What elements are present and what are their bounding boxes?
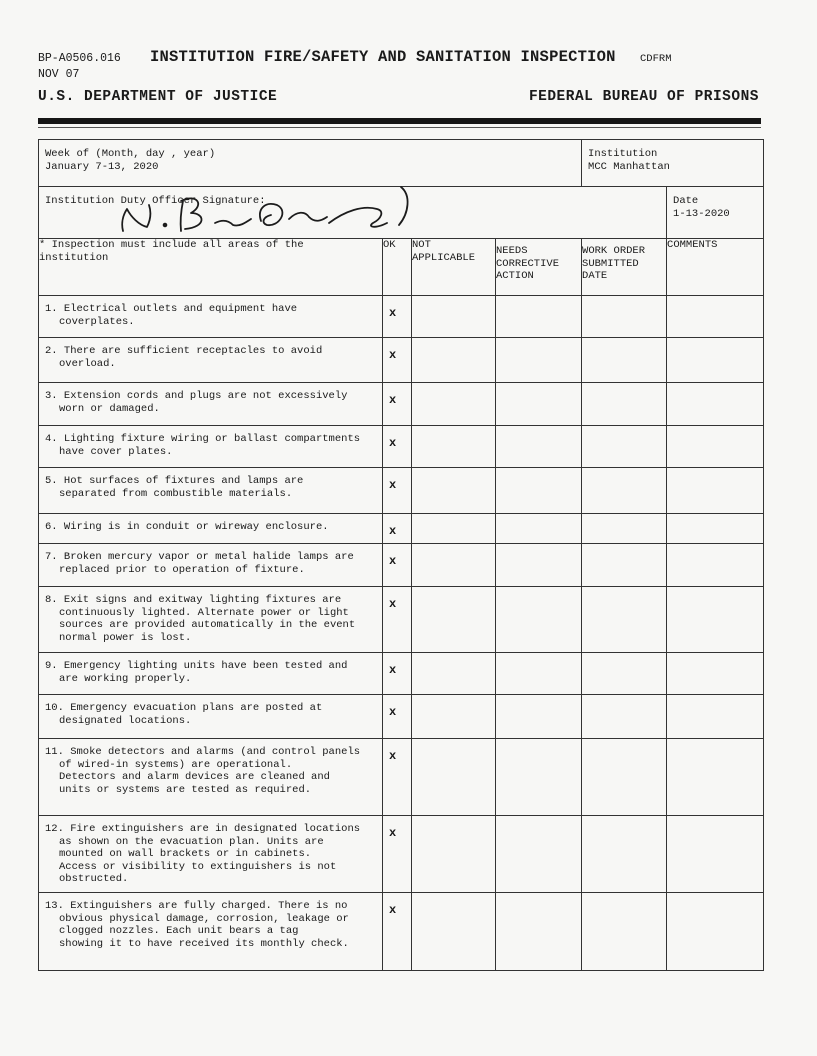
comments-cell: [667, 338, 764, 383]
work-order-date-cell: [582, 338, 667, 383]
item-text-line: obvious physical damage, corrosion, leakage or: [59, 912, 349, 925]
comments-cell: [667, 514, 764, 544]
week-cell: [39, 140, 582, 187]
signature-label: Institution Duty Officer Signature:: [45, 195, 266, 207]
needs-corrective-action-cell: [496, 296, 582, 338]
duty-officer-signature: [111, 181, 491, 237]
needs-corrective-action-cell: [496, 739, 582, 816]
header-heavy-rule: [38, 118, 761, 124]
not-applicable-cell: [412, 653, 496, 695]
inspection-item-text: [39, 695, 383, 739]
item-text-line: 6. Wiring is in conduit or wireway enclosure.: [45, 521, 329, 533]
inspection-item-row: [39, 296, 764, 338]
date-cell: [667, 187, 764, 239]
ok-checkmark: x: [383, 695, 412, 739]
item-text-line: showing it to have received its monthly check.: [59, 937, 349, 950]
work-order-date-cell: [582, 816, 667, 893]
inspection-item-row: [39, 426, 764, 468]
ok-checkmark: x: [383, 296, 412, 338]
form-date: NOV 07: [38, 68, 80, 81]
item-text-line: replaced prior to operation of fixture.: [59, 563, 305, 576]
work-order-date-cell: [582, 544, 667, 587]
item-text-line: mounted on wall brackets or in cabinets.: [59, 848, 312, 860]
inspection-item-row: [39, 816, 764, 893]
inspection-item-row: [39, 739, 764, 816]
comments-cell: [667, 739, 764, 816]
item-text-line: 1. Electrical outlets and equipment have: [45, 303, 298, 315]
item-text-line: 3. Extension cords and plugs are not excessively: [45, 390, 348, 402]
item-text-line: 5. Hot surfaces of fixtures and lamps are: [45, 475, 304, 487]
work-order-date-cell: [582, 468, 667, 514]
not-applicable-column-header: NOT APPLICABLE: [412, 239, 496, 296]
ok-checkmark: x: [383, 544, 412, 587]
work-order-date-cell: [582, 893, 667, 971]
comments-cell: [667, 695, 764, 739]
week-label: Week of (Month, day , year): [45, 148, 216, 160]
institution-label: Institution: [588, 148, 658, 160]
not-applicable-cell: [412, 383, 496, 426]
not-applicable-cell: [412, 514, 496, 544]
item-text-line: 9. Emergency lighting units have been tested and: [45, 660, 348, 672]
comments-cell: [667, 816, 764, 893]
item-text-line: worn or damaged.: [59, 402, 160, 415]
inspection-item-row: [39, 587, 764, 653]
work-order-date-cell: [582, 296, 667, 338]
needs-corrective-action-cell: [496, 695, 582, 739]
needs-corrective-action-cell: [496, 468, 582, 514]
week-value: January 7-13, 2020: [45, 160, 159, 173]
inspection-item-row: [39, 468, 764, 514]
work-order-date-cell: [582, 587, 667, 653]
needs-corrective-action-cell: [496, 653, 582, 695]
inspection-item-text: [39, 816, 383, 893]
inspection-item-text: [39, 587, 383, 653]
item-text-line: designated locations.: [59, 714, 192, 727]
agency-bureau: FEDERAL BUREAU OF PRISONS: [528, 89, 759, 105]
item-text-line: of wired-in systems) are operational.: [59, 758, 293, 771]
ok-checkmark: x: [383, 468, 412, 514]
item-text-line: are working properly.: [59, 672, 192, 685]
item-text-line: clogged nozzles. Each unit bears a tag: [59, 925, 299, 937]
needs-corrective-action-column-header: NEEDS CORRECTIVE ACTION: [496, 239, 582, 296]
inspection-item-row: [39, 383, 764, 426]
comments-cell: [667, 587, 764, 653]
item-text-line: obstructed.: [59, 873, 129, 885]
not-applicable-cell: [412, 296, 496, 338]
not-applicable-cell: [412, 587, 496, 653]
agency-department: U.S. DEPARTMENT OF JUSTICE: [38, 89, 278, 105]
form-title: INSTITUTION FIRE/SAFETY AND SANITATION INSPECTION: [150, 48, 616, 66]
comments-cell: [667, 296, 764, 338]
item-text-line: 13. Extinguishers are fully charged. There is no: [45, 900, 348, 912]
inspection-item-row: [39, 338, 764, 383]
item-text-line: overload.: [59, 357, 116, 370]
inspection-item-text: [39, 468, 383, 514]
not-applicable-cell: [412, 739, 496, 816]
week-institution-row: [39, 140, 764, 187]
not-applicable-cell: [412, 426, 496, 468]
inspection-item-row: [39, 695, 764, 739]
work-order-date-cell: [582, 383, 667, 426]
work-order-date-cell: [582, 695, 667, 739]
inspection-item-row: [39, 544, 764, 587]
institution-value: MCC Manhattan: [588, 160, 670, 173]
work-order-date-cell: [582, 426, 667, 468]
item-text-line: Detectors and alarm devices are cleaned and: [59, 771, 330, 783]
not-applicable-cell: [412, 816, 496, 893]
item-text-line: separated from combustible materials.: [59, 487, 293, 500]
needs-corrective-action-cell: [496, 383, 582, 426]
ok-checkmark: x: [383, 653, 412, 695]
form-code: CDFRM: [640, 53, 672, 65]
item-text-line: 7. Broken mercury vapor or metal halide lamps are: [45, 551, 354, 563]
comments-column-header: COMMENTS: [667, 239, 764, 296]
not-applicable-cell: [412, 695, 496, 739]
inspection-item-text: [39, 514, 383, 544]
signature-row: [39, 187, 764, 239]
ok-checkmark: x: [383, 383, 412, 426]
comments-cell: [667, 383, 764, 426]
item-text-line: normal power is lost.: [59, 631, 192, 644]
needs-corrective-action-cell: [496, 514, 582, 544]
ok-column-header: OK: [383, 239, 412, 296]
comments-cell: [667, 468, 764, 514]
date-value: 1-13-2020: [673, 207, 730, 220]
item-text-line: 2. There are sufficient receptacles to avoid: [45, 345, 323, 357]
ok-checkmark: x: [383, 893, 412, 971]
item-text-line: continuously lighted. Alternate power or light: [59, 606, 349, 619]
comments-cell: [667, 426, 764, 468]
ok-checkmark: x: [383, 338, 412, 383]
needs-corrective-action-cell: [496, 426, 582, 468]
not-applicable-cell: [412, 338, 496, 383]
inspection-item-text: [39, 893, 383, 971]
item-text-line: sources are provided automatically in the event: [59, 619, 356, 631]
inspection-item-text: [39, 426, 383, 468]
needs-corrective-action-cell: [496, 893, 582, 971]
work-order-date-cell: [582, 739, 667, 816]
work-order-date-column-header: WORK ORDER SUBMITTED DATE: [582, 239, 667, 296]
signature-cell: [39, 187, 667, 239]
item-text-line: coverplates.: [59, 315, 135, 328]
column-header-row: [39, 239, 764, 296]
ok-checkmark: x: [383, 739, 412, 816]
ok-checkmark: x: [383, 816, 412, 893]
inspection-item-text: [39, 338, 383, 383]
inspection-item-text: [39, 383, 383, 426]
inspection-item-text: [39, 296, 383, 338]
inspection-item-row: [39, 893, 764, 971]
item-text-line: as shown on the evacuation plan. Units are: [59, 835, 324, 848]
comments-cell: [667, 893, 764, 971]
not-applicable-cell: [412, 544, 496, 587]
institution-cell: [582, 140, 764, 187]
not-applicable-cell: [412, 468, 496, 514]
item-text-line: 10. Emergency evacuation plans are posted at: [45, 702, 323, 714]
work-order-date-cell: [582, 514, 667, 544]
inspection-note-header: * Inspection must include all areas of the institution: [39, 239, 383, 296]
date-label: Date: [673, 195, 699, 207]
header-thin-rule: [38, 127, 761, 128]
needs-corrective-action-cell: [496, 816, 582, 893]
item-text-line: 11. Smoke detectors and alarms (and control panels: [45, 746, 361, 758]
inspection-item-text: [39, 653, 383, 695]
inspection-item-text: [39, 544, 383, 587]
needs-corrective-action-cell: [496, 544, 582, 587]
ok-checkmark: x: [383, 514, 412, 544]
item-text-line: 8. Exit signs and exitway lighting fixtures are: [45, 594, 342, 606]
item-text-line: 12. Fire extinguishers are in designated locations: [45, 823, 361, 835]
comments-cell: [667, 544, 764, 587]
item-text-line: have cover plates.: [59, 445, 173, 458]
form-id: BP-A0506.016: [38, 52, 121, 65]
needs-corrective-action-cell: [496, 587, 582, 653]
item-text-line: 4. Lighting fixture wiring or ballast compartments: [45, 433, 361, 445]
work-order-date-cell: [582, 653, 667, 695]
inspection-item-row: [39, 653, 764, 695]
inspection-item-row: [39, 514, 764, 544]
comments-cell: [667, 653, 764, 695]
needs-corrective-action-cell: [496, 338, 582, 383]
item-text-line: units or systems are tested as required.: [59, 783, 312, 796]
not-applicable-cell: [412, 893, 496, 971]
ok-checkmark: x: [383, 587, 412, 653]
inspection-item-text: [39, 739, 383, 816]
item-text-line: Access or visibility to extinguishers is not: [59, 860, 337, 873]
ok-checkmark: x: [383, 426, 412, 468]
inspection-table: [38, 139, 764, 971]
